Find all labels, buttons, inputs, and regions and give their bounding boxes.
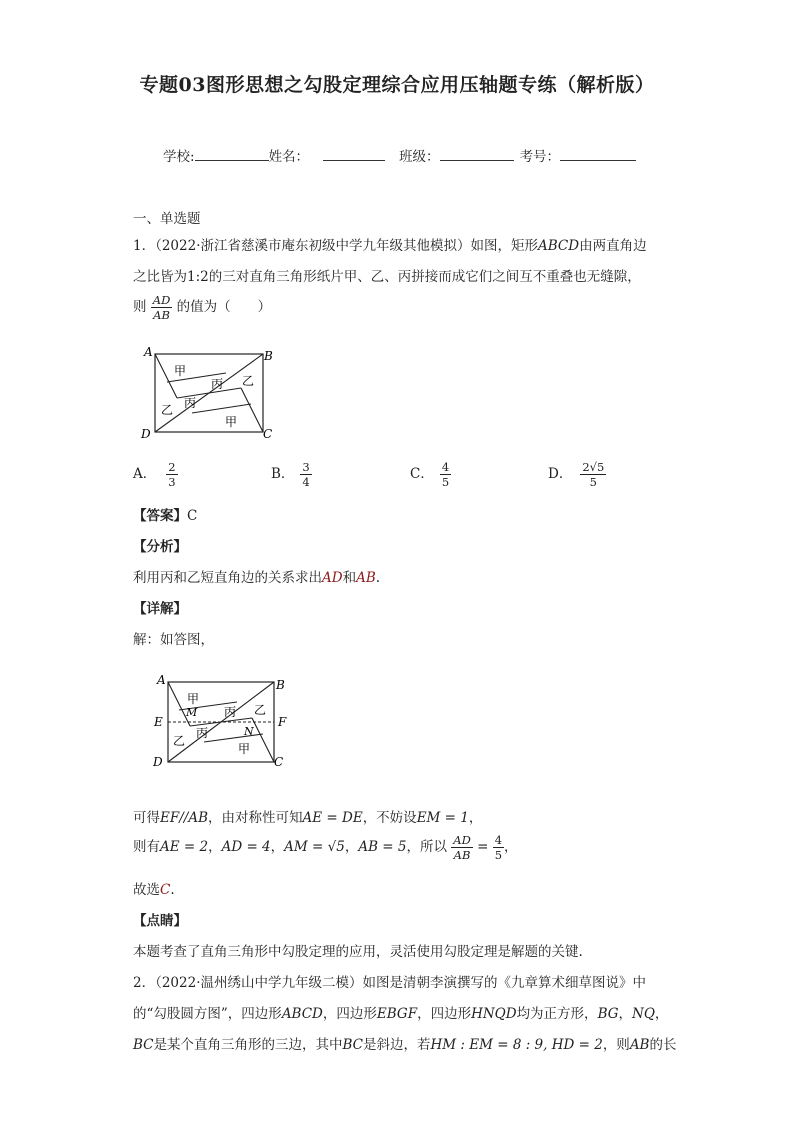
q2-line1: 2．（2022·温州绣山中学九年级二模）如图是清朝李演撰写的《九章算术细草图说》中 (133, 975, 646, 991)
option-c[interactable] (410, 460, 451, 489)
fig1-label-a: A (144, 345, 153, 359)
comment-tag: 【点睛】 (133, 913, 187, 929)
class-field[interactable] (440, 147, 514, 161)
frac-denominator: AB (153, 308, 170, 322)
l-eq: = (477, 839, 489, 855)
exam-no-label: 考号： (519, 149, 561, 165)
q2-l2c: ，四边形 (417, 1006, 472, 1022)
fig2-label-a: A (157, 673, 166, 687)
figure-1 (140, 342, 280, 442)
l4-math: AB = 5 (358, 839, 407, 855)
fig1-jia-top: 甲 (174, 364, 187, 378)
q1-stem-start: 1．（2022·浙江省慈溪市庵东初级中学九年级其他模拟）如图，矩形 (133, 238, 538, 254)
analysis-tag: 【分析】 (133, 539, 187, 555)
choose-line (133, 878, 175, 898)
fig2-label-e: E (154, 715, 163, 729)
analysis-ad: AD (322, 570, 343, 586)
l-fraction (451, 833, 473, 862)
k3-math: EM = 1 (416, 810, 469, 826)
choose-end: . (170, 882, 175, 898)
l-so: ，所以 (406, 839, 447, 855)
fig2-label-d: D (153, 755, 163, 769)
q2-l3d: 的长 (649, 1037, 677, 1053)
q2-bc-2: BC (342, 1037, 364, 1053)
option-c-num: 4 (441, 460, 450, 474)
l-res-den: 5 (494, 848, 503, 862)
fig1-label-b: B (264, 349, 273, 363)
analysis-body: 利用丙和乙短直角边的关系求出 (133, 570, 322, 586)
q2-comma-2: ， (654, 1006, 669, 1022)
l-comma-2: ， (270, 839, 285, 855)
detail-tag: 【详解】 (133, 601, 187, 617)
fig1-jia-bottom: 甲 (225, 415, 238, 429)
class-label: 班级： (399, 149, 440, 165)
l-comma-1: ， (208, 839, 222, 855)
fig2-label-m: M (186, 706, 198, 719)
option-a-den: 3 (168, 475, 176, 489)
detail-line-2 (133, 833, 518, 862)
option-b[interactable] (271, 460, 312, 489)
q2-hnqd: HNQD (471, 1006, 517, 1022)
fig1-label-d: D (141, 427, 151, 441)
l-comma-3: ， (344, 839, 359, 855)
q2-line2 (133, 1002, 668, 1022)
fig2-yi-right: 乙 (254, 703, 267, 717)
q2-bg: BG (597, 1006, 619, 1022)
l-comma-end: ， (504, 839, 518, 855)
q2-ratio: HM : EM = 8 : 9, HD = 2 (430, 1037, 603, 1053)
comment-text: 本题考查了直角三角形中勾股定理的应用，灵活使用勾股定理是解题的关键. (133, 944, 583, 960)
option-b-label: B． (271, 466, 295, 482)
fig2-label-c: C (274, 755, 284, 769)
k3-text: ，不妨设 (362, 810, 417, 826)
frac-numerator: AD (152, 293, 171, 307)
option-d-den: 5 (589, 475, 597, 489)
option-a-fraction (166, 460, 177, 489)
q2-ebgf: EBGF (376, 1006, 418, 1022)
exam-no-field[interactable] (560, 147, 636, 161)
school-field[interactable] (195, 147, 269, 161)
fig1-yi-left: 乙 (161, 403, 174, 417)
q1-line2: 之比皆为1:2的三对直角三角形纸片甲、乙、丙拼接而成它们之间互不重叠也无缝隙， (133, 269, 641, 285)
choose-value: C (160, 882, 171, 898)
q1-line1 (133, 234, 647, 254)
option-b-den: 4 (302, 475, 310, 489)
fig2-label-b: B (276, 678, 285, 692)
q1-value-of: 的值为（ ） (176, 299, 272, 315)
q2-l3b: 是斜边，若 (363, 1037, 431, 1053)
q1-then: 则 (133, 299, 147, 315)
q1-rect-name: ABCD (538, 238, 580, 254)
q1-fraction (151, 293, 173, 322)
option-b-fraction (300, 460, 311, 489)
fig2-bing-bottom: 丙 (196, 726, 209, 740)
q2-nq: NQ (632, 1006, 655, 1022)
q2-l2d: 均为正方形， (516, 1006, 598, 1022)
k2-text: ，由对称性可知 (208, 810, 303, 826)
student-info-row (163, 145, 636, 165)
l-frac-den: AB (453, 848, 471, 862)
name-field[interactable] (323, 147, 385, 161)
q2-l3c: ，则 (602, 1037, 630, 1053)
choose-text: 故选 (133, 882, 160, 898)
analysis-end: . (375, 570, 381, 586)
fig2-label-n: N (244, 725, 254, 738)
q2-l3a: 是某个直角三角形的三边，其中 (153, 1037, 343, 1053)
option-a-num: 2 (168, 460, 176, 474)
option-c-label: C． (410, 466, 434, 482)
q2-l2b: ，四边形 (322, 1006, 377, 1022)
q1-line3 (133, 293, 271, 322)
analysis-ab: AB (356, 570, 376, 586)
section-heading: 一、单选题 (133, 211, 201, 227)
analysis-text (133, 566, 380, 586)
q2-abcd: ABCD (281, 1006, 323, 1022)
page-title: 专题03图形思想之勾股定理综合应用压轴题专练（解析版） (139, 74, 655, 96)
fig2-yi-left: 乙 (173, 734, 186, 748)
answer-line (133, 504, 197, 524)
option-d-num: 2√5 (582, 460, 605, 474)
answer-value: C (187, 508, 198, 524)
fig1-bing-top: 丙 (211, 377, 224, 391)
option-d[interactable] (548, 460, 606, 489)
option-a[interactable] (133, 460, 178, 489)
option-a-label: A． (133, 466, 157, 482)
name-label: 姓名： (268, 149, 310, 165)
k1-math: EF//AB (160, 810, 208, 826)
option-c-den: 5 (441, 475, 450, 489)
analysis-and: 和 (342, 570, 357, 586)
q2-line3 (133, 1033, 676, 1053)
k1-text: 可得 (133, 810, 160, 826)
l-result (493, 833, 504, 862)
q1-stem-end: 由两直角边 (579, 238, 647, 254)
fig2-bing-top: 丙 (224, 705, 237, 719)
option-d-fraction (580, 460, 606, 489)
fig2-label-f: F (278, 715, 287, 729)
figure-2 (148, 670, 298, 775)
q2-comma-1: ， (618, 1006, 633, 1022)
option-b-num: 3 (302, 460, 310, 474)
detail-line-1 (133, 806, 482, 826)
school-label: 学校: (163, 149, 195, 165)
fig1-bing-bottom: 丙 (184, 396, 197, 410)
fig2-jia-top: 甲 (187, 692, 200, 706)
l-res-num: 4 (494, 833, 503, 847)
l1-math: AE = 2 (160, 839, 209, 855)
fig1-yi-right: 乙 (242, 374, 255, 388)
detail-intro: 解：如答图， (133, 632, 214, 648)
l3-math: AM = √5 (284, 839, 345, 855)
k2-math: AE = DE (302, 810, 363, 826)
l1-text: 则有 (133, 839, 160, 855)
answer-tag: 【答案】 (133, 508, 187, 524)
q2-l2a: 的“勾股圆方图”，四边形 (133, 1006, 282, 1022)
fig1-label-c: C (263, 427, 273, 441)
q2-bc: BC (133, 1037, 154, 1053)
fig2-jia-bottom: 甲 (238, 742, 251, 756)
l-frac-num: AD (453, 833, 471, 847)
option-c-fraction (440, 460, 451, 489)
q2-ab: AB (629, 1037, 650, 1053)
k4-text: ， (468, 810, 483, 826)
l2-math: AD = 4 (221, 839, 271, 855)
option-d-label: D． (548, 466, 573, 482)
